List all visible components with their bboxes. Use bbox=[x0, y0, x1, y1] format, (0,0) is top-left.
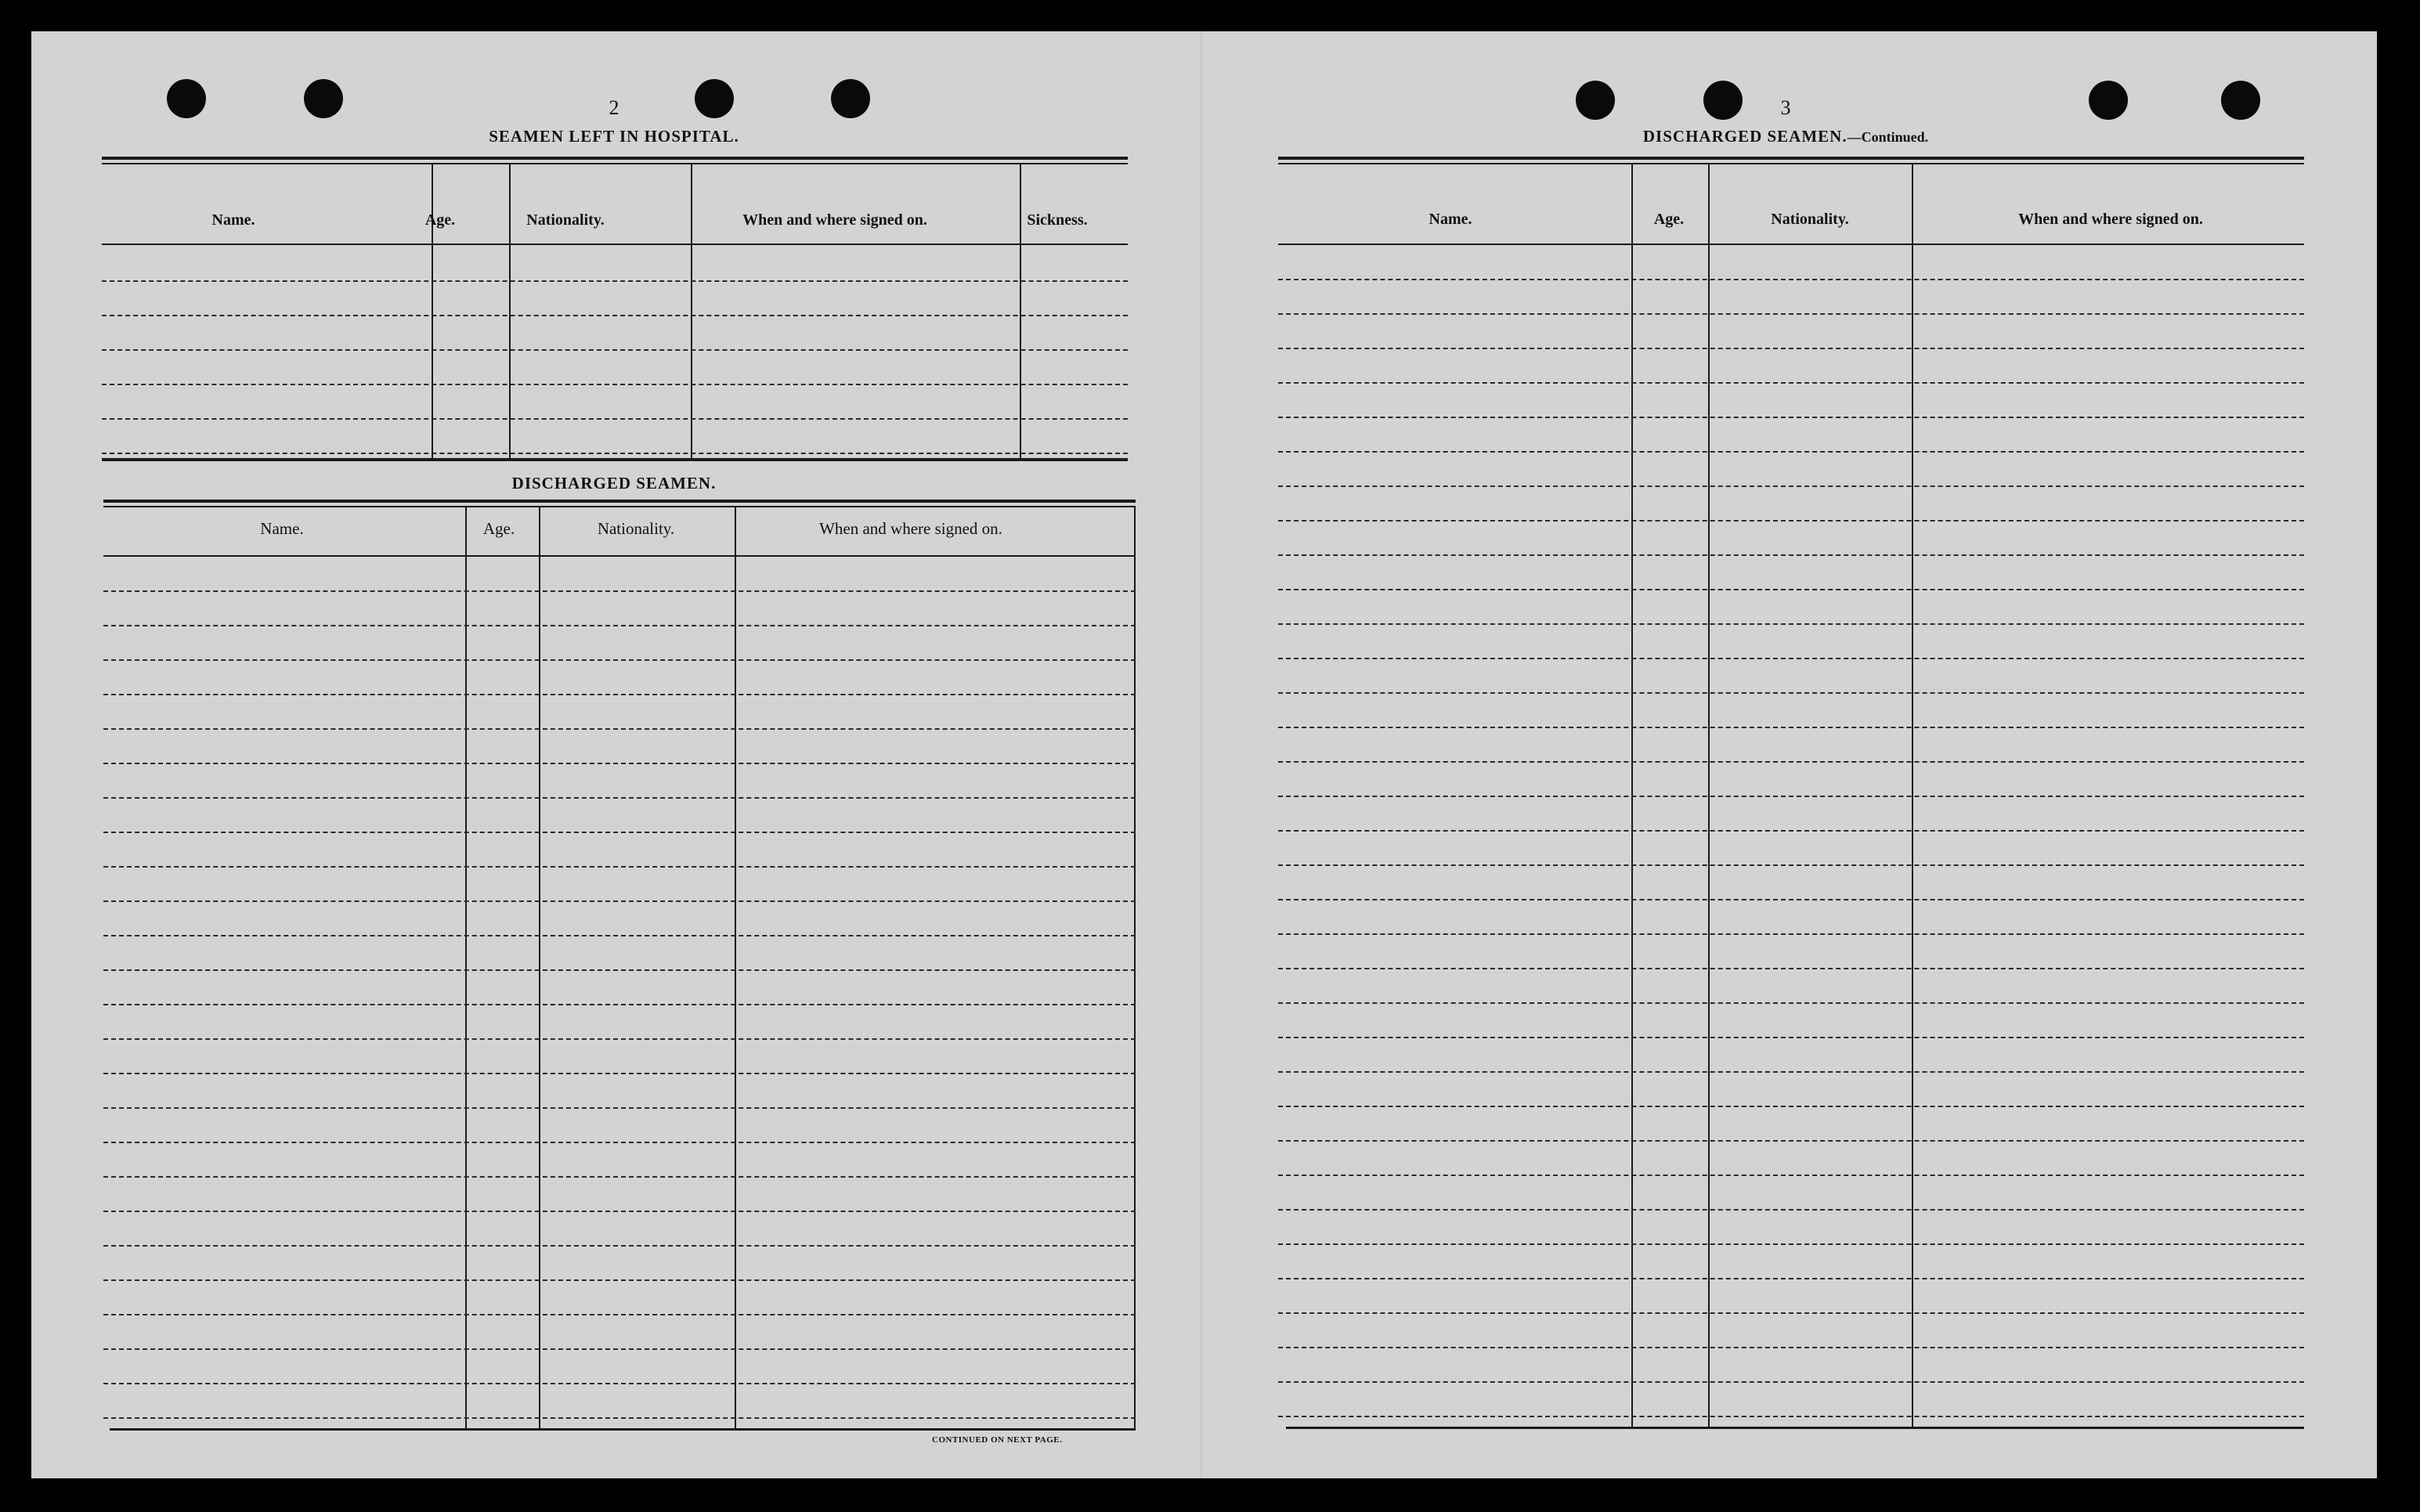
table-row[interactable] bbox=[102, 315, 1128, 316]
table-row[interactable] bbox=[103, 900, 1136, 902]
table-row[interactable] bbox=[102, 418, 1128, 420]
discharged-col-name: Name. bbox=[260, 519, 304, 538]
table-row[interactable] bbox=[103, 1383, 1136, 1384]
discharged-section-title: DISCHARGED SEAMEN. bbox=[511, 474, 717, 493]
hospital-col-sickness: Sickness. bbox=[1027, 211, 1088, 229]
table-row[interactable] bbox=[103, 1211, 1136, 1212]
hospital-col-signed-on: When and where signed on. bbox=[742, 211, 927, 229]
table-row[interactable] bbox=[1278, 1175, 2304, 1176]
discharged-table bbox=[103, 500, 1136, 1439]
hospital-col-name: Name. bbox=[211, 211, 255, 229]
punch-hole bbox=[304, 79, 343, 118]
page-number: 2 bbox=[609, 96, 619, 119]
column-divider bbox=[509, 163, 511, 460]
table-row[interactable] bbox=[1278, 761, 2304, 763]
table-row[interactable] bbox=[103, 728, 1136, 730]
table-row[interactable] bbox=[1278, 348, 2304, 349]
cont-col-age: Age. bbox=[1653, 211, 1685, 228]
table-row[interactable] bbox=[103, 866, 1136, 868]
table-row[interactable] bbox=[102, 280, 1128, 282]
column-divider bbox=[465, 506, 467, 1430]
left-page bbox=[31, 31, 1202, 1478]
table-row[interactable] bbox=[1278, 692, 2304, 694]
continued-footer: CONTINUED ON NEXT PAGE. bbox=[932, 1435, 1063, 1445]
table-row[interactable] bbox=[1278, 899, 2304, 900]
hospital-col-nationality: Nationality. bbox=[526, 211, 605, 229]
table-row[interactable] bbox=[103, 1176, 1136, 1178]
table-row[interactable] bbox=[103, 797, 1136, 799]
table-row[interactable] bbox=[1278, 451, 2304, 453]
table-row[interactable] bbox=[1278, 313, 2304, 315]
table-row[interactable] bbox=[1278, 658, 2304, 659]
table-row[interactable] bbox=[103, 832, 1136, 833]
discharged-continued-table bbox=[1278, 157, 2304, 1441]
table-row[interactable] bbox=[1278, 279, 2304, 280]
table-row[interactable] bbox=[103, 969, 1136, 971]
table-row[interactable] bbox=[103, 1073, 1136, 1074]
right-page bbox=[1202, 31, 2377, 1478]
table-row[interactable] bbox=[1278, 1106, 2304, 1107]
table-row[interactable] bbox=[1278, 589, 2304, 590]
table-row[interactable] bbox=[103, 1348, 1136, 1350]
table-row[interactable] bbox=[1278, 968, 2304, 969]
table-row[interactable] bbox=[103, 1107, 1136, 1109]
table-row[interactable] bbox=[1278, 554, 2304, 556]
table-row[interactable] bbox=[1278, 1071, 2304, 1073]
discharged-continued-title-main: DISCHARGED SEAMEN. bbox=[1642, 127, 1848, 146]
table-row[interactable] bbox=[1278, 1209, 2304, 1211]
table-row[interactable] bbox=[103, 1142, 1136, 1143]
table-row[interactable] bbox=[1278, 485, 2304, 487]
table-row[interactable] bbox=[103, 763, 1136, 764]
page-number: 3 bbox=[1780, 96, 1791, 119]
table-row[interactable] bbox=[103, 1279, 1136, 1281]
table-row[interactable] bbox=[1278, 1278, 2304, 1279]
column-divider bbox=[539, 506, 540, 1430]
punch-hole bbox=[1703, 81, 1743, 120]
table-row[interactable] bbox=[1278, 864, 2304, 866]
table-row[interactable] bbox=[103, 1314, 1136, 1315]
discharged-col-signed-on: When and where signed on. bbox=[819, 519, 1002, 538]
punch-hole bbox=[695, 79, 734, 118]
table-row[interactable] bbox=[1278, 933, 2304, 935]
table-row[interactable] bbox=[1278, 623, 2304, 625]
table-row[interactable] bbox=[103, 1245, 1136, 1247]
discharged-continued-title bbox=[1643, 127, 1928, 146]
hospital-section-title: SEAMEN LEFT IN HOSPITAL. bbox=[489, 127, 739, 146]
column-divider bbox=[1020, 163, 1021, 460]
hospital-table bbox=[102, 157, 1128, 470]
discharged-continued-title-suffix: —Continued. bbox=[1847, 129, 1929, 145]
punch-hole bbox=[2221, 81, 2260, 120]
column-divider bbox=[691, 163, 692, 460]
table-row[interactable] bbox=[1278, 520, 2304, 521]
punch-hole bbox=[2089, 81, 2128, 120]
table-row[interactable] bbox=[102, 384, 1128, 385]
column-divider bbox=[735, 506, 736, 1430]
table-row[interactable] bbox=[103, 590, 1136, 592]
table-row[interactable] bbox=[1278, 1140, 2304, 1142]
discharged-col-age: Age. bbox=[482, 519, 515, 538]
table-row[interactable] bbox=[103, 659, 1136, 661]
cont-col-name: Name. bbox=[1429, 211, 1472, 228]
table-row[interactable] bbox=[1278, 1037, 2304, 1038]
table-row[interactable] bbox=[1278, 1002, 2304, 1004]
column-divider bbox=[1134, 506, 1136, 1430]
table-row[interactable] bbox=[1278, 417, 2304, 418]
table-row[interactable] bbox=[103, 694, 1136, 695]
table-row[interactable] bbox=[1278, 1243, 2304, 1245]
cont-col-signed-on: When and where signed on. bbox=[2018, 211, 2203, 228]
table-row[interactable] bbox=[102, 453, 1128, 454]
cont-col-nationality: Nationality. bbox=[1771, 211, 1849, 228]
table-row[interactable] bbox=[1278, 727, 2304, 728]
table-row[interactable] bbox=[103, 1004, 1136, 1005]
table-row[interactable] bbox=[103, 935, 1136, 936]
punch-hole bbox=[831, 79, 870, 118]
table-row[interactable] bbox=[1278, 830, 2304, 832]
table-row[interactable] bbox=[103, 1038, 1136, 1040]
punch-hole bbox=[1576, 81, 1615, 120]
table-row[interactable] bbox=[1278, 1416, 2304, 1417]
table-row[interactable] bbox=[103, 625, 1136, 626]
hospital-col-age: Age. bbox=[424, 211, 456, 229]
table-row[interactable] bbox=[102, 349, 1128, 351]
table-row[interactable] bbox=[1278, 382, 2304, 384]
table-row[interactable] bbox=[103, 1417, 1136, 1419]
table-row[interactable] bbox=[1278, 1312, 2304, 1314]
discharged-col-nationality: Nationality. bbox=[597, 519, 675, 538]
punch-hole bbox=[167, 79, 206, 118]
column-divider bbox=[432, 163, 433, 460]
table-row[interactable] bbox=[1278, 1347, 2304, 1348]
table-row[interactable] bbox=[1278, 796, 2304, 797]
table-row[interactable] bbox=[1278, 1381, 2304, 1383]
